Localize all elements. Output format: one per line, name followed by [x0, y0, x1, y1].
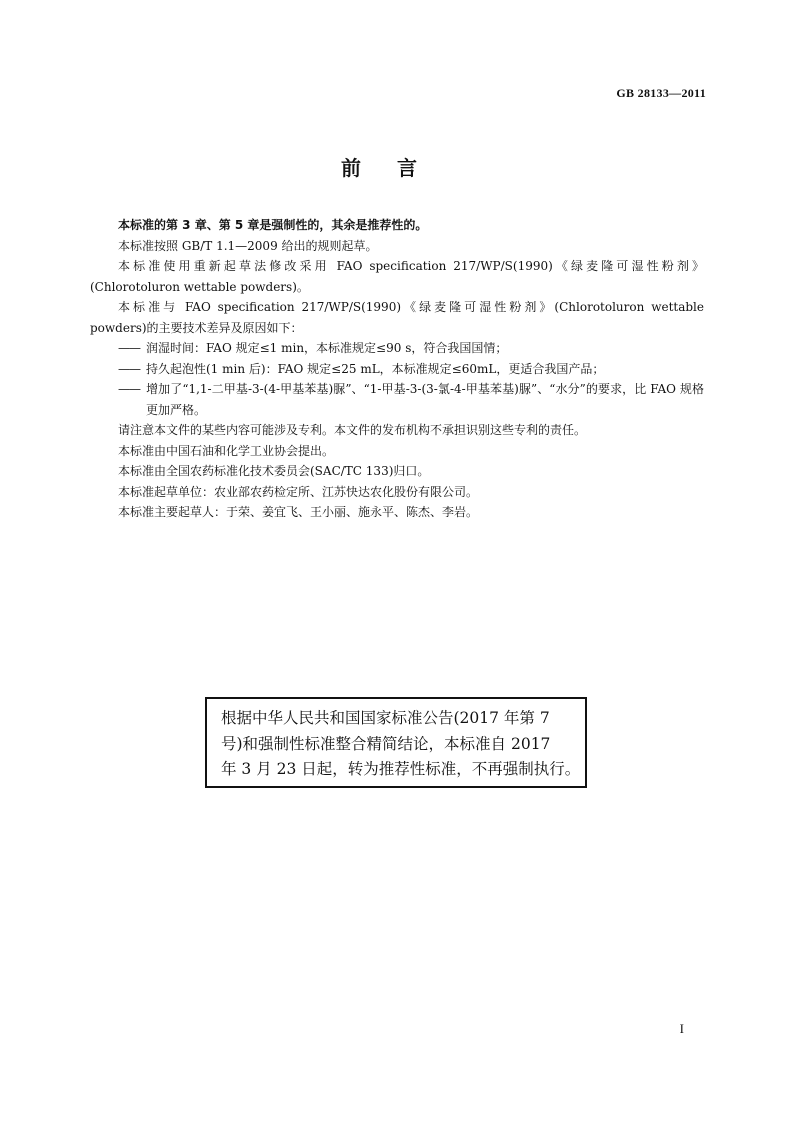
notice-line: 号)和强制性标准整合精简结论，本标准自 2017 [221, 734, 551, 753]
notice-line: 根据中华人民共和国国家标准公告(2017 年第 7 [221, 709, 550, 727]
difference-item-impurities [90, 379, 704, 420]
paragraph-mandatory-chapters: 本标准的第 3 章、第 5 章是强制性的，其余是推荐性的。 [118, 218, 428, 232]
difference-text: 持久起泡性(1 min 后)：FAO 规定≤25 mL，本标准规定≤60mL，更适合我国产品； [146, 361, 605, 376]
paragraph-adoption: 本标准使用重新起草法修改采用 FAO specification 217/WP/S(1990)《绿麦隆可湿性粉剂》(Chlorotoluron wettable powders)。 [90, 259, 704, 294]
paragraph-committee: 本标准由全国农药标准化技术委员会(SAC/TC 133)归口。 [118, 464, 430, 478]
page-number: I [679, 1021, 684, 1036]
difference-item-wetting [90, 338, 704, 359]
paragraph-patent-notice: 请注意本文件的某些内容可能涉及专利。本文件的发布机构不承担识别这些专利的责任。 [118, 423, 587, 437]
difference-text: 润湿时间：FAO 规定≤1 min，本标准规定≤90 s，符合我国国情； [146, 341, 508, 355]
dash-mark: —— [118, 341, 140, 355]
difference-item-foam [90, 359, 704, 380]
notice-line: 年 3 月 23 日起，转为推荐性标准，不再强制执行。 [221, 760, 581, 778]
status-notice-box [205, 697, 587, 788]
paragraph-drafting-rules: 本标准按照 GB/T 1.1—2009 给出的规则起草。 [118, 238, 378, 253]
paragraph-drafting-units: 本标准起草单位：农业部农药检定所、江苏快达农化股份有限公司。 [118, 484, 479, 499]
dash-mark: —— [118, 382, 140, 396]
paragraph-proposer: 本标准由中国石油和化学工业协会提出。 [118, 443, 335, 458]
paragraph-differences: 本标准与 FAO specification 217/WP/S(1990)《绿麦隆可湿性粉剂》(Chlorotoluron wettable powders)的主要技术差异及原因如下： [90, 300, 704, 335]
page-title: 前言 [341, 156, 453, 180]
foreword-body [90, 215, 704, 523]
paragraph-drafters: 本标准主要起草人：于荣、姜宜飞、王小丽、施永平、陈杰、李岩。 [118, 505, 479, 519]
difference-text: 增加了“1,1-二甲基-3-(4-甲基苯基)脲”、“1-甲基-3-(3-氯-4-甲基苯基)脲”、“水分”的要求，比 FAO 规格更加严格。 [146, 382, 704, 417]
dash-mark: —— [118, 361, 140, 376]
standard-code: GB 28133—2011 [616, 86, 706, 100]
